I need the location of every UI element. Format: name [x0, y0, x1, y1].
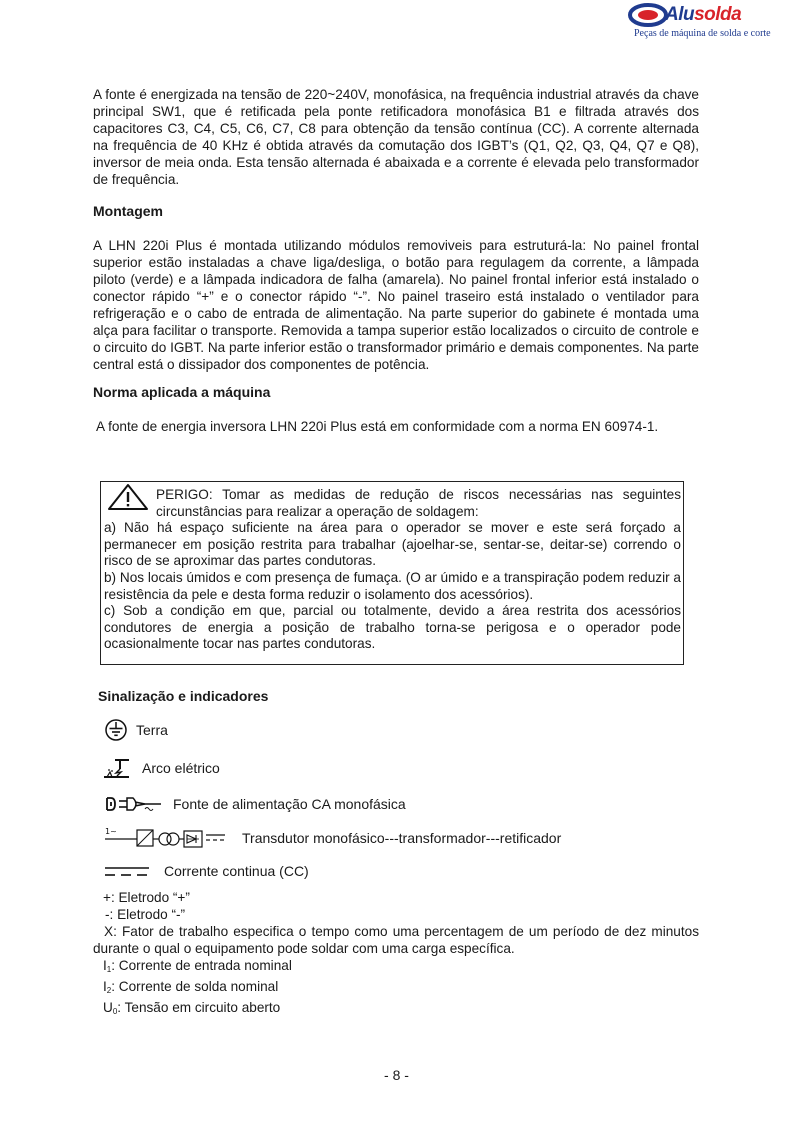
signal-label: Corrente continua (CC) [164, 863, 309, 879]
signal-item-ac-source [100, 792, 406, 816]
warning-item-a: a) Não há espaço suficiente na área para o operador se mover e este será forçado a permanecer em posição restrita para trabalhar (ajoelhar-se, sentar-se, deitar-se) correndo o risco de se aproximar das partes condutoras. [104, 520, 681, 569]
norma-paragraph: A fonte de energia inversora LHN 220i Plus está em conformidade com a norma EN 60974-1. [96, 419, 659, 434]
warning-lead: PERIGO: Tomar as medidas de redução de riscos necessárias nas seguintes circunstâncias para realizar a operação de soldagem: [156, 487, 681, 519]
brand-logo [622, 2, 782, 42]
signal-label: Fonte de alimentação CA monofásica [173, 796, 406, 812]
legend-minus: -: Eletrodo “-” [105, 907, 186, 922]
signals-heading: Sinalização e indicadores [98, 688, 269, 704]
legend-u0: $U_0$: Tensão em circuito aberto [103, 1000, 281, 1016]
logo-swoosh-icon [628, 2, 668, 28]
warning-triangle-icon [106, 483, 150, 511]
signal-label: Transdutor monofásico---transformador---retificador [242, 830, 562, 846]
danger-warning-box [100, 481, 684, 665]
montagem-paragraph: A LHN 220i Plus é montada utilizando módulos removiveis para estruturá-la: No painel frontal superior estão instaladas a chave liga/desliga, o botão para regulagem da corrente, a lâmpada piloto (verde) e a lâmpada indicadora de falha (amarela). No painel frontal inferior está instalado o conector rápido “+” e o conector rápido “-”. No painel traseiro está instalado o ventilador para refrigeração e o cabo de entrada de alimentação. Na parte superior do gabinete é montada uma alça para facilitar o transporte. Removida a tampa superior estão localizados o circuito de controle e o circuito do IGBT. Na parte inferior estão o transformador primário e demais componentes. Na parte central está o dissipador dos componentes de potência. [93, 238, 699, 372]
signal-item-dc [100, 859, 309, 883]
legend-plus: +: Eletrodo “+” [103, 890, 190, 905]
legend-block [93, 889, 699, 1020]
warning-item-c: c) Sob a condição em que, parcial ou totalmente, devido a área restrita dos acessórios condutores de energia a posição de trabalho torna-se perigosa e o operador pode ocasionalmente tocar nas partes condutoras. [104, 603, 681, 652]
transducer-icon-text: 1~ [105, 827, 117, 836]
signal-item-arc [100, 756, 220, 780]
signal-label: Terra [136, 722, 168, 738]
legend-x: X: Fator de trabalho especifica o tempo como uma percentagem de um período de dez minutos durante o qual o equipamento pode soldar com uma carga específica. [93, 924, 699, 956]
warning-item-b: b) Nos locais úmidos e com presença de fumaça. (O ar úmido e a transpiração podem reduzir a resistência da pele e desta forma reduzir o isolamento dos acessórios). [104, 569, 681, 602]
ac-plug-icon [105, 794, 165, 814]
signal-item-transducer [100, 826, 561, 850]
signal-item-ground [100, 718, 168, 742]
ground-icon [104, 718, 128, 742]
brand-name: Alusolda [665, 4, 742, 25]
direct-current-icon [103, 861, 151, 881]
signal-label: Arco elétrico [142, 760, 220, 776]
welding-arc-icon [102, 756, 132, 780]
brand-tagline: Peças de máquina de solda e corte [634, 28, 771, 39]
legend-i1: $I_1$: Corrente de entrada nominal [103, 958, 292, 974]
montagem-heading: Montagem [93, 203, 163, 219]
legend-i2: $I_2$: Corrente de solda nominal [103, 979, 279, 995]
norma-heading: Norma aplicada a máquina [93, 384, 271, 400]
page-number: - 8 - [384, 1067, 409, 1083]
transducer-icon [103, 826, 227, 850]
intro-paragraph: A fonte é energizada na tensão de 220~240V, monofásica, na frequência industrial através da chave principal SW1, que é retificada pela ponte retificadora monofásica B1 e filtrada através dos capacitores C3, C4, C5, C6, C7, C8 para obtenção da tensão contínua (CC). A corrente alternada na frequência de 40 KHz é obtida através da comutação dos IGBT’s (Q1, Q2, Q3, Q4, Q7 e Q8), inversor de meia onda. Esta tensão alternada é abaixada e a corrente é elevada pelo transformador de frequência. [93, 87, 699, 187]
